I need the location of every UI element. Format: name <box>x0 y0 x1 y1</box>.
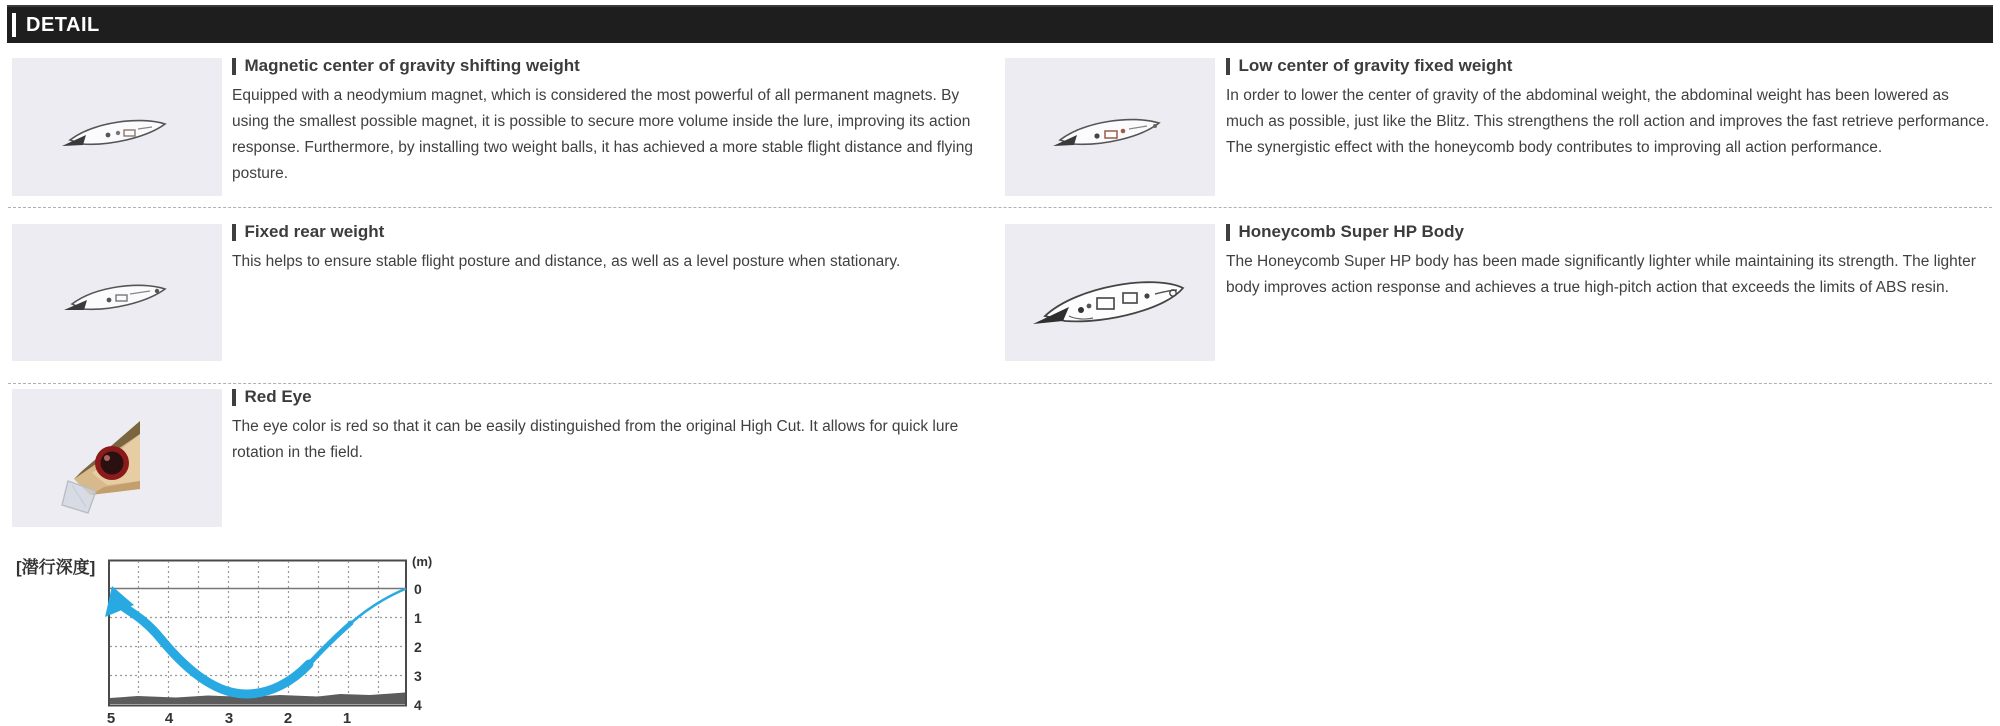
lure-side-view-weight-image <box>1005 58 1215 196</box>
feature-title-text: Red Eye <box>244 387 312 406</box>
lure-cutaway-honeycomb-image <box>1005 224 1215 361</box>
feature-body-low-cog-weight: In order to lower the center of gravity of the abdominal weight, the abdominal weight has been lowered as much as possible, just like the Blitz. This strengthens the roll action and improves the fast retrieve performance. The synergistic effect with the honeycomb body contributes to improving all action performance. <box>1226 87 1990 156</box>
feature-title-magnetic-weight <box>232 56 988 76</box>
feature-title-low-cog-weight <box>1226 56 1990 76</box>
feature-fixed-rear-weight <box>232 222 988 275</box>
title-tick-mark <box>232 389 236 406</box>
dotted-divider <box>8 383 1992 384</box>
lure-side-view-image <box>12 224 222 361</box>
x-tick-1: 1 <box>342 710 352 726</box>
title-tick-mark <box>232 58 236 75</box>
feature-body-honeycomb-body: The Honeycomb Super HP body has been made significantly lighter while maintaining its strength. The lighter body improves action response and achieves a true high-pitch action that exceeds the limits of ABS resin. <box>1226 253 1976 296</box>
lure-head-red-eye-photo <box>12 389 222 527</box>
dotted-divider <box>8 207 1992 208</box>
y-tick-3: 3 <box>414 668 422 684</box>
feature-title-text: Honeycomb Super HP Body <box>1238 222 1464 241</box>
feature-body-red-eye: The eye color is red so that it can be easily distinguished from the original High Cut. It allows for quick lure rotation in the field. <box>232 418 959 461</box>
feature-image-magnetic-weight <box>12 58 222 196</box>
feature-title-text: Magnetic center of gravity shifting weight <box>244 56 580 75</box>
feature-title-fixed-rear-weight <box>232 222 988 242</box>
title-tick-mark <box>1226 224 1230 241</box>
feature-image-red-eye <box>12 389 222 527</box>
x-axis-labels <box>107 710 351 726</box>
feature-honeycomb-body <box>1226 222 1990 301</box>
diving-depth-chart-svg <box>8 548 448 726</box>
x-tick-4: 4 <box>164 710 174 726</box>
y-tick-1: 1 <box>414 610 422 626</box>
feature-body-fixed-rear-weight: This helps to ensure stable flight posture and distance, as well as a level posture when stationary. <box>232 253 901 270</box>
feature-title-text: Low center of gravity fixed weight <box>1238 56 1513 75</box>
feature-image-fixed-rear-weight <box>12 224 222 361</box>
y-tick-0: 0 <box>414 581 422 597</box>
feature-magnetic-weight <box>232 56 988 187</box>
x-tick-5: 5 <box>106 710 116 726</box>
title-tick-mark <box>1226 58 1230 75</box>
feature-title-red-eye <box>232 387 988 407</box>
page-title: DETAIL <box>26 13 100 36</box>
detail-header-bar <box>7 5 1993 43</box>
y-tick-2: 2 <box>414 639 422 655</box>
feature-red-eye <box>232 387 988 466</box>
feature-title-honeycomb-body <box>1226 222 1990 242</box>
lure-side-view-image <box>12 58 222 196</box>
header-tick-mark <box>12 13 16 37</box>
y-axis-unit: (m) <box>412 554 433 569</box>
feature-title-text: Fixed rear weight <box>244 222 385 241</box>
y-tick-4: 4 <box>414 697 422 713</box>
feature-body-magnetic-weight: Equipped with a neodymium magnet, which is considered the most powerful of all permanent magnets. By using the smallest possible magnet, it is possible to secure more volume inside the lure, improving its action response. Furthermore, by installing two weight balls, it has achieved a more stable flight distance and flying posture. <box>232 87 973 182</box>
diving-depth-curve <box>105 586 405 694</box>
chart-title: [潜行深度] <box>16 558 96 577</box>
diving-depth-chart <box>8 548 448 726</box>
feature-image-low-cog-weight <box>1005 58 1215 196</box>
feature-image-honeycomb-body <box>1005 224 1215 361</box>
x-tick-3: 3 <box>224 710 234 726</box>
title-tick-mark <box>232 224 236 241</box>
feature-low-cog-weight <box>1226 56 1990 161</box>
x-tick-2: 2 <box>283 710 293 726</box>
y-axis-labels <box>414 581 422 713</box>
